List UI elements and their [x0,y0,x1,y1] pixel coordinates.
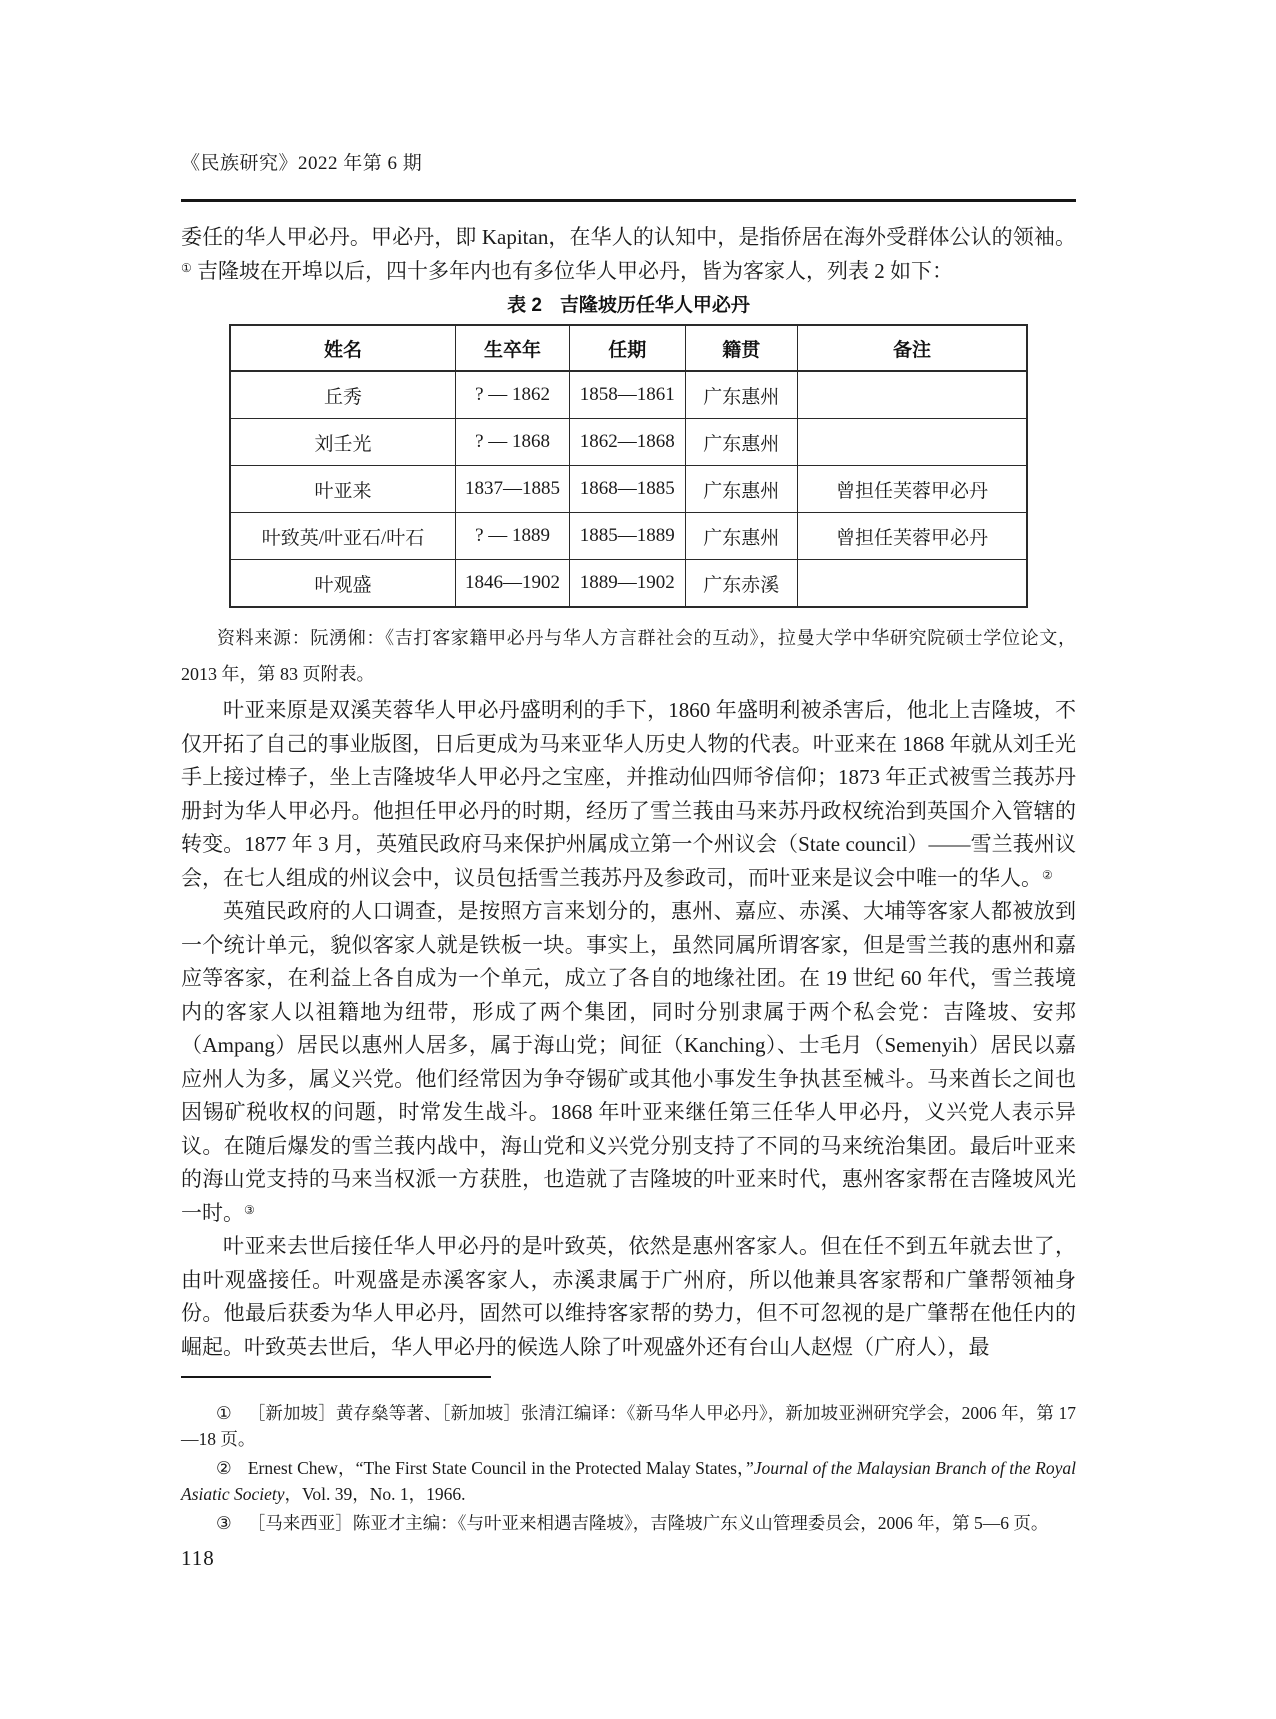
table-caption-title: 吉隆坡历任华人甲必丹 [559,295,750,316]
table-cell: 丘秀 [230,371,456,419]
table-cell: 广东惠州 [685,371,797,419]
table-row [230,513,1027,560]
footnote-reference-3: ③ [244,1202,255,1217]
paragraph-intro-text-cont: 吉隆坡在开埠以后，四十多年内也有多位华人甲必丹，皆为客家人，列表 2 如下： [191,258,954,283]
table-cell: 1868—1885 [570,466,686,513]
footnotes-block [181,1400,1076,1536]
paragraph-2-text: 叶亚来原是双溪芙蓉华人甲必丹盛明利的手下，1860 年盛明利被杀害后，他北上吉隆坡，不仅开拓了自己的事业版图，日后更成为马来亚华人历史人物的代表。叶亚来在 1868 年就从刘壬光手上接过棒子，坐上吉隆坡华人甲必丹之宝座，并推动仙四师爷信仰；1873 年正式被雪兰莪苏丹册封为华人甲必丹。他担任甲必丹的时期，经历了雪兰莪由马来苏丹政权统治到英国介入管辖的转变。1877 年 3 月，英殖民政府马来保护州属成立第一个州议会（State council）——雪兰莪州议会，在七人组成的州议会中，议员包括雪兰莪苏丹及参政司，而叶亚来是议会中唯一的华人。 [181,698,1076,890]
table-cell: 广东赤溪 [685,560,797,608]
table-source-note: 资料来源：阮湧俰：《吉打客家籍甲必丹与华人方言群社会的互动》，拉曼大学中华研究院硕士学位论文，2013 年，第 83 页附表。 [181,628,1076,684]
table-cell: 1885—1889 [570,513,686,560]
table-cell: 1837—1885 [456,466,570,513]
table-row [230,419,1027,466]
table-cell: 1858—1861 [570,371,686,419]
table-cell: ? — 1868 [456,419,570,466]
header-rule [181,199,1076,202]
footnote-1 [181,1400,1076,1452]
table-cell: 1889—1902 [570,560,686,608]
footnote-1-text: ［新加坡］黄存燊等著、［新加坡］张清江编译：《新马华人甲必丹》，新加坡亚洲研究学会，2006 年，第 17—18 页。 [181,1403,1076,1449]
table-caption-label: 表 2 [507,295,542,316]
table-cell: 广东惠州 [685,419,797,466]
footnote-3 [181,1510,1076,1536]
table-header-name: 姓名 [230,325,456,371]
kapitan-table [229,324,1028,608]
table-cell: 广东惠州 [685,466,797,513]
page-number: 118 [181,1546,215,1570]
paragraph-4-text: 叶亚来去世后接任华人甲必丹的是叶致英，依然是惠州客家人。但在任不到五年就去世了，由叶观盛接任。叶观盛是赤溪客家人，赤溪隶属于广州府，所以他兼具客家帮和广肇帮领袖身份。他最后获委为华人甲必丹，固然可以维持客家帮的势力，但不可忽视的是广肇帮在他任内的崛起。叶致英去世后，华人甲必丹的候选人除了叶观盛外还有台山人赵煜（广府人），最 [181,1234,1076,1359]
footnote-reference-1: ① [181,260,192,275]
paragraph-2 [181,694,1076,895]
journal-running-head: 《民族研究》2022 年第 6 期 [181,153,423,174]
table-row [230,560,1027,608]
table-header-term: 任期 [570,325,686,371]
table-cell: 1846—1902 [456,560,570,608]
paragraph-intro [181,221,1076,288]
footnote-reference-2: ② [1042,867,1053,882]
footnote-3-text: ［马来西亚］陈亚才主编：《与叶亚来相遇吉隆坡》，吉隆坡广东义山管理委员会，2006 年，第 5—6 页。 [247,1513,1049,1533]
table-cell [797,419,1027,466]
paragraph-3 [181,895,1076,1230]
table-header-origin: 籍贯 [685,325,797,371]
table-cell: 广东惠州 [685,513,797,560]
text-column [181,221,1076,1571]
table-cell: 叶致英/叶亚石/叶石 [230,513,456,560]
table-row [230,371,1027,419]
table-header-note: 备注 [797,325,1027,371]
table-caption [181,294,1076,318]
footnote-2 [181,1455,1076,1507]
table-cell [797,371,1027,419]
footnote-3-number: ③ [216,1513,232,1533]
paragraph-3-text: 英殖民政府的人口调查，是按照方言来划分的，惠州、嘉应、赤溪、大埔等客家人都被放到一个统计单元，貌似客家人就是铁板一块。事实上，虽然同属所谓客家，但是雪兰莪的惠州和嘉应等客家，在利益上各自成为一个单元，成立了各自的地缘社团。在 19 世纪 60 年代，雪兰莪境内的客家人以祖籍地为纽带，形成了两个集团，同时分别隶属于两个私会党：吉隆坡、安邦（Ampang）居民以惠州人居多，属于海山党；间征（Kanching）、士毛月（Semenyih）居民以嘉应州人为多，属义兴党。他们经常因为争夺锡矿或其他小事发生争执甚至械斗。马来酋长之间也因锡矿税收权的问题，时常发生战斗。1868 年叶亚来继任第三任华人甲必丹，义兴党人表示异议。在随后爆发的雪兰莪内战中，海山党和义兴党分别支持了不同的马来统治集团。最后叶亚来的海山党支持的马来当权派一方获胜，也造就了吉隆坡的叶亚来时代，惠州客家帮在吉隆坡风光一时。 [181,899,1076,1225]
table-cell: 叶观盛 [230,560,456,608]
table-cell: ? — 1889 [456,513,570,560]
table-row [230,466,1027,513]
footnote-2-journal-title: Journal of the Malaysian Branch of the Royal Asiatic Society [181,1458,1076,1504]
footnote-2-text-cont: ，Vol. 39，No. 1，1966. [284,1484,466,1504]
table-cell: 曾担任芙蓉甲必丹 [797,513,1027,560]
table-cell: 刘壬光 [230,419,456,466]
footnote-1-number: ① [216,1403,232,1423]
table-cell: 叶亚来 [230,466,456,513]
table-cell: 曾担任芙蓉甲必丹 [797,466,1027,513]
footnote-separator [181,1376,491,1378]
table-cell: ? — 1862 [456,371,570,419]
paragraph-intro-text: 委任的华人甲必丹。甲必丹，即 Kapitan，在华人的认知中，是指侨居在海外受群体公认的领袖。 [181,225,1076,249]
table-cell: 1862—1868 [570,419,686,466]
table-header-row [230,325,1027,371]
paragraph-4 [181,1230,1076,1364]
table-cell [797,560,1027,608]
table-header-birth: 生卒年 [456,325,570,371]
footnote-2-text: Ernest Chew，“The First State Council in the Protected Malay States，” [247,1458,754,1478]
footnote-2-number: ② [216,1458,232,1478]
